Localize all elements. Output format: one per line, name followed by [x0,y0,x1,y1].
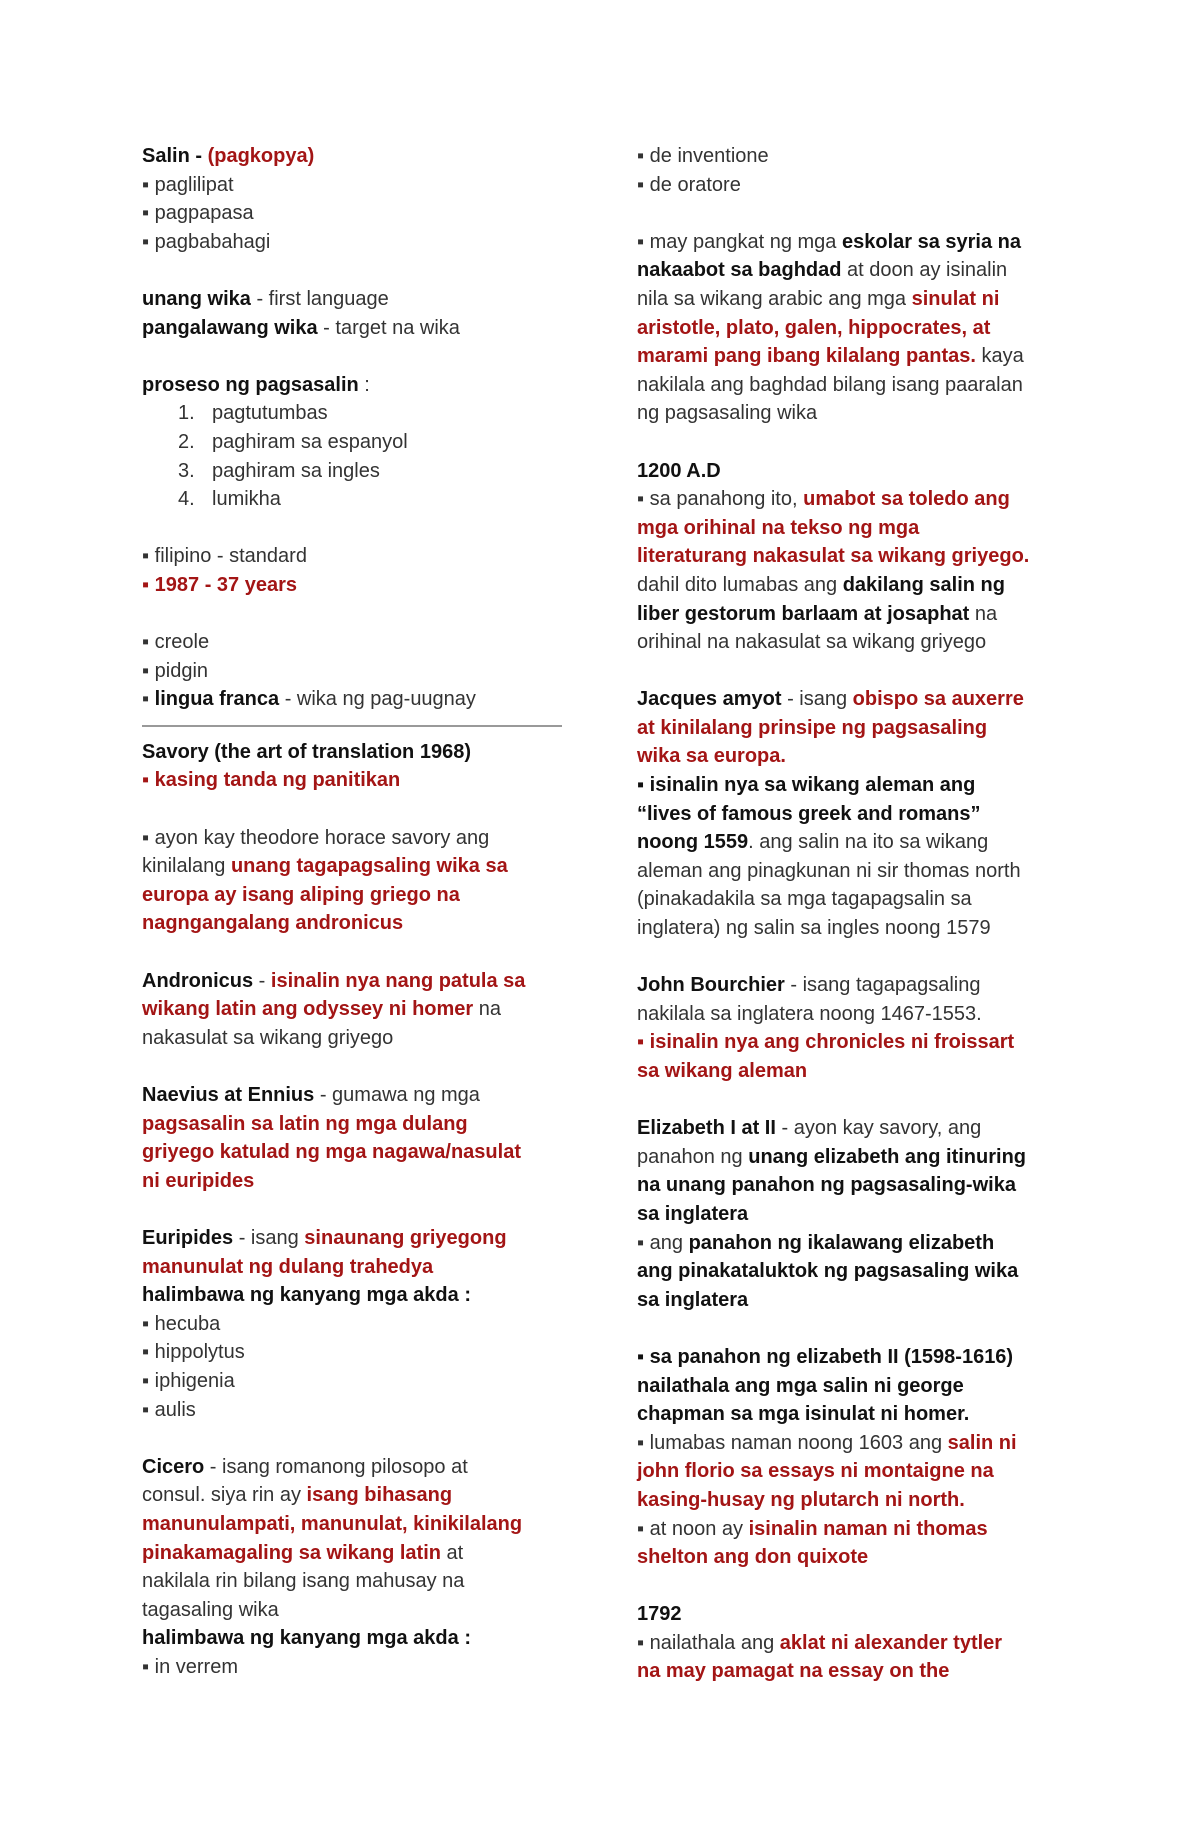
highlighted-text: isinalin nya nang patula sa [270,969,526,992]
text-line [637,1400,1067,1429]
list-item-text: paghiram sa espanyol [212,430,408,453]
blank-line [142,795,572,824]
bold-text: Elizabeth I at II [637,1117,776,1140]
blank-line [637,428,1067,457]
highlighted-text: unang tagapagsaling wika sa [230,855,508,878]
blank-line [142,342,572,371]
body-text: ▪ in verrem [142,1655,238,1678]
text-line [637,171,1067,200]
highlighted-text: manunulampati, manunulat, kinikilalang [142,1512,523,1535]
bold-text: ▪ sa panahon ng elizabeth II (1598-1616) [637,1345,1014,1368]
text-line [142,542,572,571]
highlighted-text: na may pamagat na essay on the [637,1660,950,1683]
text-line [142,571,572,600]
text-line [142,371,572,400]
blank-line [142,1195,572,1224]
text-line [142,995,572,1024]
text-line [637,914,1067,943]
bold-text: unang elizabeth ang itinuring [748,1145,1027,1168]
highlighted-text: griyego katulad ng mga nagawa/nasulat [142,1141,521,1164]
text-line [142,285,572,314]
text-line [637,1543,1067,1572]
text-line [637,542,1067,571]
text-line [142,199,572,228]
text-line [637,228,1067,257]
body-text: - isang [781,688,853,711]
highlighted-text: shelton ang don quixote [637,1546,869,1569]
highlighted-text: marami pang ibang kilalang pantas. [637,345,976,368]
right-column [637,142,1067,1686]
highlighted-text: ▪ [142,573,155,596]
bold-text: lingua franca [154,688,280,711]
highlighted-text: john florio sa essays ni montaigne na [637,1460,994,1483]
highlighted-text: mga orihinal na tekso ng mga [637,516,920,539]
highlighted-text: ▪ isinalin nya ang chronicles ni froissart [637,1031,1015,1054]
body-text: ▪ iphigenia [142,1369,235,1392]
body-text: nakilala ang baghdad bilang isang paaralan [637,373,1023,396]
bold-text: panahon ng ikalawang elizabeth [688,1231,995,1254]
body-text: ▪ de oratore [637,173,741,196]
bold-text: “lives of famous greek and romans” [637,802,981,825]
bold-text: noong 1559 [637,831,749,854]
body-text: nakilala rin bilang isang mahusay na [142,1570,465,1593]
text-line [637,1143,1067,1172]
text-line [637,828,1067,857]
bold-text: unang wika [142,287,251,310]
text-line [142,1224,572,1253]
text-line [142,1396,572,1425]
highlighted-text: isang bihasang [306,1484,453,1507]
bold-text: Naevius at Ennius [142,1084,315,1106]
text-line [637,1629,1067,1658]
text-line [637,371,1067,400]
bold-text: sa inglatera [637,1202,749,1225]
body-text: - [253,969,271,992]
body-text: ▪ at noon ay [637,1517,749,1540]
highlighted-text: isinalin naman ni thomas [748,1517,988,1540]
highlighted-text: manunulat ng dulang trahedya [142,1255,434,1278]
body-text: ng pagsasaling wika [637,402,818,425]
body-text: ▪ pagbabahagi [142,230,271,253]
bold-text: 1200 A.D [637,459,721,482]
list-number: 1. [178,402,195,425]
highlighted-text: europa ay isang aliping griego na [142,883,460,906]
bold-text: nakaabot sa baghdad [637,259,842,282]
text-line [142,909,572,938]
text-line [142,1596,572,1625]
body-text: - ayon kay savory, ang [775,1117,982,1140]
text-line [637,600,1067,629]
text-line [142,628,572,657]
body-text: na [473,998,502,1021]
body-text: ▪ hecuba [142,1312,221,1335]
bold-text: halimbawa ng kanyang mga akda : [142,1284,471,1307]
text-line [637,256,1067,285]
highlighted-text: at kinilalang prinsipe ng pagsasaling [637,716,988,739]
bold-text: proseso ng pagsasalin [142,373,359,396]
text-line [142,1110,572,1139]
text-line [637,971,1067,1000]
text-line [142,766,572,795]
text-line [637,1343,1067,1372]
text-line [637,1657,1067,1686]
text-line [637,314,1067,343]
highlighted-text: sa wikang aleman [637,1060,808,1082]
blank-line [142,600,572,629]
blank-line [637,1314,1067,1343]
bold-text: chapman sa mga isinulat ni homer. [637,1403,970,1426]
blank-line [637,199,1067,228]
text-line [142,1081,572,1110]
highlighted-text: (pagkopya) [207,145,315,167]
text-line [142,171,572,200]
blank-line [142,1052,572,1081]
highlighted-text: wika sa europa. [637,745,786,768]
ordered-list-item [142,428,572,457]
body-text: ▪ filipino - standard [142,545,307,568]
bold-text: Andronicus [142,969,254,992]
text-line [637,1515,1067,1544]
blank-line [637,1086,1067,1115]
body-text: kinilalang [142,855,231,878]
body-text: panahon ng [637,1145,749,1168]
highlighted-text: kasing-husay ng plutarch ni north. [637,1488,965,1511]
text-line [142,1281,572,1310]
highlighted-text: nagngangalang andronicus [142,912,404,935]
text-line [637,1600,1067,1629]
body-text: inglatera) ng salin sa ingles noong 1579 [637,917,991,940]
text-line [637,399,1067,428]
ordered-list-item [142,457,572,486]
text-line [142,881,572,910]
bold-text: Jacques amyot [637,688,782,711]
body-text: ▪ paglilipat [142,173,234,196]
body-text: na [969,602,998,625]
text-line [637,857,1067,886]
body-text: at [440,1541,464,1564]
text-line [142,1539,572,1568]
text-line [637,1114,1067,1143]
list-item-text: lumikha [212,488,281,511]
horizontal-divider [142,725,562,727]
highlighted-text: obispo sa auxerre [852,688,1024,711]
highlighted-text: salin ni [947,1431,1017,1454]
blank-line [142,938,572,967]
body-text: dahil dito lumabas ang [637,573,843,596]
text-line [142,1624,572,1653]
body-text: ▪ ang [637,1231,689,1254]
highlighted-text: aristotle, plato, galen, hippocrates, at [637,316,991,339]
text-line [637,1000,1067,1029]
text-line [142,685,572,714]
text-line [142,1481,572,1510]
text-line [637,714,1067,743]
text-line [637,285,1067,314]
list-item-text: paghiram sa ingles [212,459,380,482]
body-text: . ang salin na ito sa wikang [748,831,989,854]
text-line [637,571,1067,600]
text-line [637,1171,1067,1200]
list-number: 2. [178,430,195,453]
bold-text: Cicero [142,1455,205,1478]
text-line [142,1138,572,1167]
blank-line [142,514,572,543]
text-line [142,657,572,686]
text-line [637,1200,1067,1229]
text-line [142,1167,572,1196]
text-line [142,1367,572,1396]
bold-text: Euripides [142,1226,234,1249]
body-text: at doon ay isinalin [841,259,1008,282]
highlighted-text: aklat ni alexander tytler [779,1631,1003,1654]
body-text: ▪ creole [142,631,210,654]
text-line [142,1567,572,1596]
body-text: ▪ de inventione [637,145,769,167]
text-line [142,1310,572,1339]
text-line [142,314,572,343]
highlighted-text: ▪ kasing tanda ng panitikan [142,769,401,792]
bold-text: Salin - [142,145,208,167]
text-line [637,1286,1067,1315]
text-line [637,771,1067,800]
text-line [142,1653,572,1682]
body-text: ▪ lumabas naman noong 1603 ang [637,1431,948,1454]
bold-text: sa inglatera [637,1288,749,1311]
body-text: ▪ aulis [142,1398,196,1421]
text-line [142,824,572,853]
text-line [637,628,1067,657]
text-line [637,457,1067,486]
body-text: ▪ may pangkat ng mga [637,230,842,253]
list-item-text: pagtutumbas [212,402,328,425]
bold-text: dakilang salin ng [842,573,1005,596]
body-text: - wika ng pag-uugnay [279,688,476,711]
text-line [637,485,1067,514]
bold-text: liber gestorum barlaam at josaphat [637,602,970,625]
blank-line [637,943,1067,972]
text-line [142,228,572,257]
text-line [637,1429,1067,1458]
text-line [142,1453,572,1482]
body-text: (pinakadakila sa mga tagapagsalin sa [637,888,972,911]
body-text: - isang tagapagsaling [784,974,981,997]
bold-text: ▪ isinalin nya sa wikang aleman ang [637,774,976,797]
bold-text: pangalawang wika [142,316,318,339]
text-line [637,1028,1067,1057]
highlighted-text: wikang latin ang odyssey ni homer [142,998,474,1021]
text-line [637,800,1067,829]
body-text: - gumawa ng mga [314,1084,480,1106]
bold-text: 1792 [637,1603,682,1626]
list-number: 4. [178,488,195,511]
text-line [142,1338,572,1367]
text-line [637,1486,1067,1515]
text-line [142,1510,572,1539]
body-text: ▪ [142,688,155,711]
body-text: consul. siya rin ay [142,1484,307,1507]
highlighted-text: literaturang nakasulat sa wikang griyego. [637,545,1030,568]
ordered-list-item [142,485,572,514]
bold-text: ang pinakataluktok ng pagsasaling wika [637,1260,1019,1283]
body-text: - isang [233,1226,305,1249]
body-text: ▪ nailathala ang [637,1631,780,1654]
highlighted-text: sinulat ni [911,287,1000,310]
text-line [142,852,572,881]
text-line [142,1024,572,1053]
text-line [637,1057,1067,1086]
text-line [637,1457,1067,1486]
bold-text: nailathala ang mga salin ni george [637,1374,964,1397]
text-line [637,342,1067,371]
body-text: ▪ pidgin [142,659,209,682]
text-line [142,738,572,767]
text-line [637,142,1067,171]
text-line [637,514,1067,543]
body-text: ▪ pagpapasa [142,202,254,225]
bold-text: halimbawa ng kanyang mga akda : [142,1627,471,1650]
text-line [637,1257,1067,1286]
list-number: 3. [178,459,195,482]
body-text: ▪ sa panahong ito, [637,488,804,511]
body-text: kaya [975,345,1024,368]
blank-line [142,1424,572,1453]
highlighted-text: umabot sa toledo ang [803,488,1010,511]
body-text: nakilala sa inglatera noong 1467-1553. [637,1002,982,1025]
bold-text: John Bourchier [637,974,785,997]
text-line [142,967,572,996]
body-text: ▪ ayon kay theodore horace savory ang [142,826,490,849]
text-line [637,685,1067,714]
bold-text: eskolar sa syria na [841,230,1021,253]
bold-text: Savory (the art of translation 1968) [142,740,471,763]
text-line [637,742,1067,771]
body-text: ▪ hippolytus [142,1341,245,1364]
blank-line [142,256,572,285]
text-line [142,142,572,171]
text-line [637,1229,1067,1258]
body-text: : [358,373,370,396]
body-text: - target na wika [317,316,460,339]
highlighted-text: ni euripides [142,1169,255,1192]
body-text: nila sa wikang arabic ang mga [637,287,912,310]
body-text: aleman ang pinagkunan ni sir thomas north [637,859,1021,882]
body-text: orihinal na nakasulat sa wikang griyego [637,631,987,654]
left-column [142,142,572,1681]
blank-line [637,1572,1067,1601]
highlighted-text: pagsasalin sa latin ng mga dulang [142,1112,468,1135]
body-text: nakasulat sa wikang griyego [142,1026,394,1049]
text-line [637,885,1067,914]
blank-line [637,657,1067,686]
text-line [637,1372,1067,1401]
body-text: tagasaling wika [142,1598,279,1621]
text-line [142,1253,572,1282]
highlighted-text: sinaunang griyegong [304,1226,507,1249]
highlighted-text: pinakamagaling sa wikang latin [142,1541,441,1564]
body-text: - isang romanong pilosopo at [204,1455,468,1478]
bold-text: na unang panahon ng pagsasaling-wika [637,1174,1016,1197]
ordered-list-item [142,399,572,428]
body-text: - first language [250,287,389,310]
highlighted-text: 1987 - 37 years [154,573,297,596]
